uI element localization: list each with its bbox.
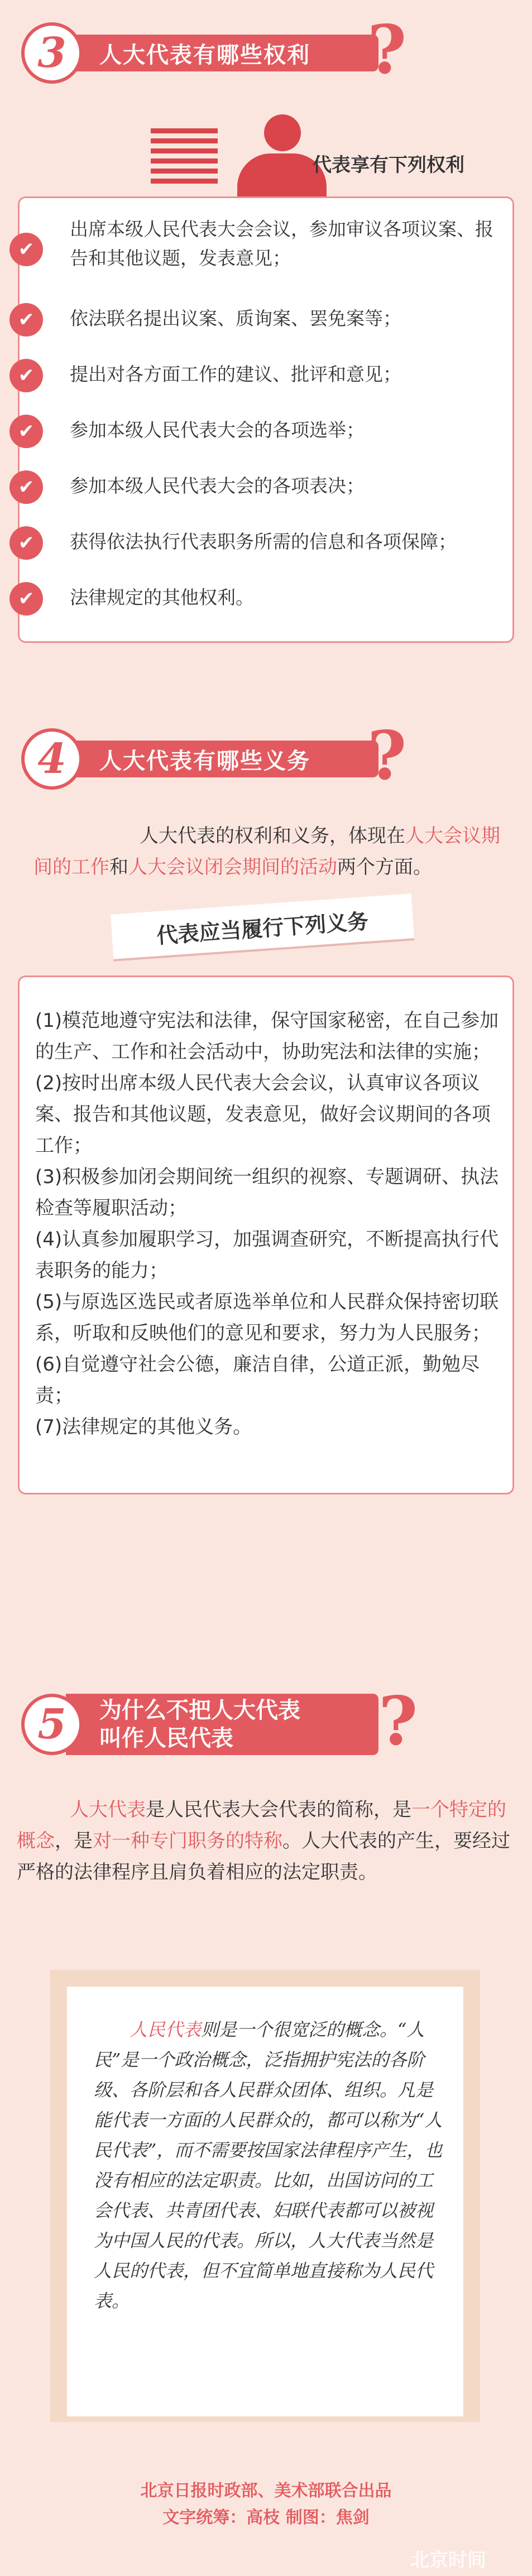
note-paper-frame	[50, 1970, 480, 2422]
watermark: 北京时间	[410, 2549, 486, 2572]
credits-line: 北京日报时政部、美术部联合出品	[140, 2481, 392, 2501]
intro-highlight: 人大会议期间的工作	[33, 825, 500, 878]
duties-list	[18, 975, 514, 1494]
thumbs-up-icon: ✔	[9, 303, 43, 337]
paper-text: 则是一个很宽泛的概念。“人民”是一个政治概念，泛指拥护宪法的各阶级、各阶层和各人民群众团体、组织。凡是能代表一方面的人民群众的，都可以称为“人民代表”，而不需要按国家法律程序产生，也没有相应的法定职责。比如，出国访问的工会代表、共青团代表、妇联代表都可以被视为中国人民的代表。所以，人大代表当然是人民的代表，但不宜简单地直接称为人民代表。	[94, 2019, 443, 2311]
list-item: 法律规定的其他权利。	[70, 587, 254, 608]
thumbs-up-icon: ✔	[9, 359, 43, 392]
list-item: 获得依法执行代表职务所需的信息和各项保障；	[70, 531, 457, 552]
intro-text: 人大代表的权利和义务，体现在	[140, 825, 405, 847]
document-lines-icon	[151, 128, 218, 189]
intro-highlight: 人大代表	[70, 1799, 146, 1821]
duties-intro	[33, 820, 502, 883]
question-mark-icon: ?	[367, 11, 407, 89]
thumbs-up-icon: ✔	[9, 526, 43, 560]
duties-ribbon: 代表应当履行下列义务	[111, 893, 414, 959]
intro-highlight: 对一种专门职务的特称	[93, 1830, 282, 1852]
section-title: 人大代表有哪些义务	[99, 748, 310, 774]
section-rights	[0, 0, 532, 686]
list-item: (4)认真参加履职学习，加强调查研究，不断提高执行代表职务的能力；	[35, 1228, 499, 1282]
section-title-line2: 叫作人民代表	[99, 1726, 233, 1751]
intro-highlight: 一个特定的概念	[17, 1799, 506, 1852]
intro-text: 两个方面。	[337, 856, 432, 878]
section-number-badge	[21, 22, 83, 84]
rights-list	[18, 196, 514, 643]
intro-text: 是人民代表大会代表的简称，是	[146, 1799, 411, 1821]
list-item: (6)自觉遵守社会公德，廉洁自律，公道正派，勤勉尽责；	[35, 1353, 480, 1407]
question-mark-icon: ?	[378, 1682, 418, 1761]
note-paper	[67, 1987, 463, 2416]
list-item: (2)按时出席本级人民代表大会会议，认真审议各项议案、报告和其他议题，发表意见，做好会议期间的各项工作；	[35, 1072, 491, 1157]
section5-intro	[17, 1794, 514, 1888]
list-item: (1)模范地遵守宪法和法律，保守国家秘密，在自己参加的生产、工作和社会活动中，协助宪法和法律的实施；	[35, 1010, 499, 1063]
section-number: 4	[37, 735, 66, 783]
credits-line: 文字统筹：高枝 制图：焦剑	[162, 2508, 370, 2527]
section-header	[21, 1682, 457, 1761]
thumbs-up-icon: ✔	[9, 582, 43, 616]
intro-text: ，是	[55, 1830, 93, 1852]
section-number-badge	[21, 1694, 83, 1755]
credits	[0, 2478, 532, 2531]
thumbs-up-icon: ✔	[9, 233, 43, 266]
list-item: 出席本级人民代表大会会议，参加审议各项议案、报告和其他议题，发表意见；	[70, 218, 493, 269]
list-item: 参加本级人民代表大会的各项表决；	[70, 475, 365, 497]
header-bar	[66, 1694, 378, 1755]
thumbs-up-icon: ✔	[9, 415, 43, 448]
section-number-badge	[21, 728, 83, 790]
paper-lead: 人民代表	[130, 2019, 202, 2040]
intro-text: 和	[109, 856, 128, 878]
list-item: (3)积极参加闭会期间统一组织的视察、专题调研、执法检查等履职活动；	[35, 1166, 499, 1219]
section-title-line1: 为什么不把人大代表	[99, 1698, 300, 1723]
thumbs-up-icon: ✔	[9, 470, 43, 504]
list-item: 依法联名提出议案、质询案、罢免案等；	[70, 307, 401, 329]
section-header	[21, 11, 457, 89]
section-number: 5	[37, 1700, 66, 1748]
section-header	[21, 717, 457, 795]
intro-text: 。人大代表的产生，要经过严格的法律程序且肩负着相应的法定职责。	[17, 1830, 510, 1883]
section-number: 3	[37, 29, 66, 77]
intro-highlight: 人大会议闭会期间的活动	[128, 856, 337, 878]
list-item: (5)与原选区选民或者原选举单位和人民群众保持密切联系，听取和反映他们的意见和要求，努力为人民服务；	[35, 1291, 499, 1344]
list-item: 参加本级人民代表大会的各项选举；	[70, 419, 365, 441]
header-bar	[66, 35, 378, 71]
section-title: 人大代表有哪些权利	[99, 42, 310, 68]
header-bar	[66, 741, 378, 777]
list-item: 提出对各方面工作的建议、批评和意见；	[70, 363, 401, 385]
rights-subtitle: 代表享有下列权利	[313, 154, 464, 176]
question-mark-icon: ?	[367, 717, 407, 795]
list-item: (7)法律规定的其他义务。	[35, 1416, 252, 1438]
